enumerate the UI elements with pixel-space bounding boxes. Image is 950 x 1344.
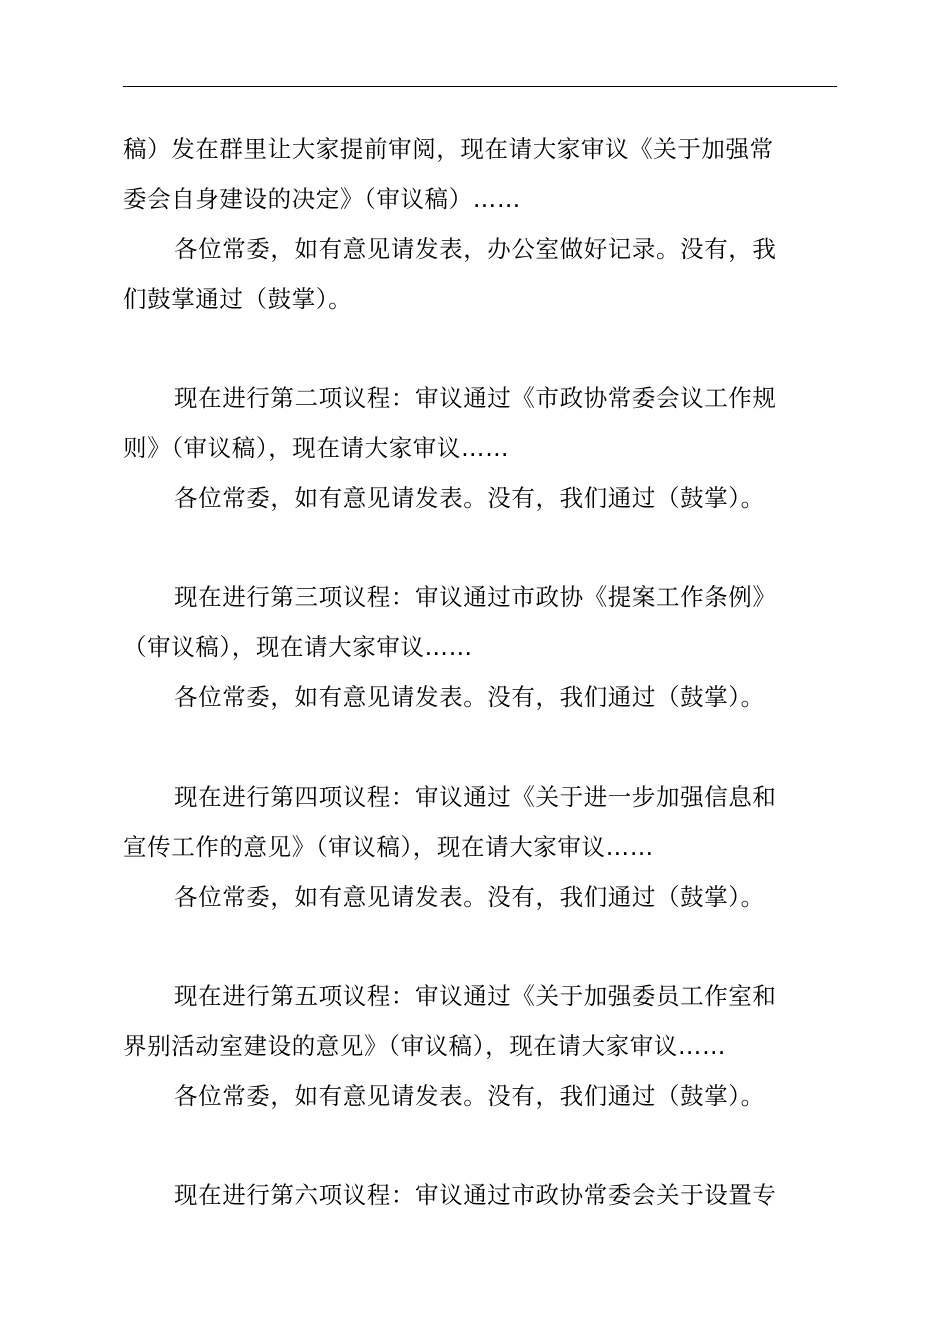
text-line: 各位常委，如有意见请发表，办公室做好记录。没有，我 [174,235,777,263]
text-line: （审议稿），现在请大家审议…… [123,633,473,661]
text-line: 各位常委，如有意见请发表。没有，我们通过（鼓掌）。 [174,883,765,911]
text-line: 各位常委，如有意见请发表。没有，我们通过（鼓掌）。 [174,1082,765,1110]
text-line: 界别活动室建设的意见》（审议稿），现在请大家审议…… [123,1032,727,1060]
text-line: 现在进行第六项议程：审议通过市政协常委会关于设置专 [174,1181,777,1209]
text-line: 稿）发在群里让大家提前审阅，现在请大家审议《关于加强常 [123,135,774,163]
text-line: 委会自身建设的决定》（审议稿）…… [123,185,521,213]
text-line: 则》（审议稿），现在请大家审议…… [123,434,510,462]
text-line: 现在进行第五项议程：审议通过《关于加强委员工作室和 [174,982,777,1010]
text-line: 现在进行第四项议程：审议通过《关于进一步加强信息和 [174,783,777,811]
text-line: 各位常委，如有意见请发表。没有，我们通过（鼓掌）。 [174,683,765,711]
text-line: 宣传工作的意见》（审议稿），现在请大家审议…… [123,833,654,861]
text-line: 现在进行第三项议程：审议通过市政协《提案工作条例》 [174,583,777,611]
header-rule [123,86,837,87]
text-line: 现在进行第二项议程：审议通过《市政协常委会议工作规 [174,384,777,412]
text-line: 们鼓掌通过（鼓掌）。 [123,285,353,313]
text-line: 各位常委，如有意见请发表。没有，我们通过（鼓掌）。 [174,484,765,512]
